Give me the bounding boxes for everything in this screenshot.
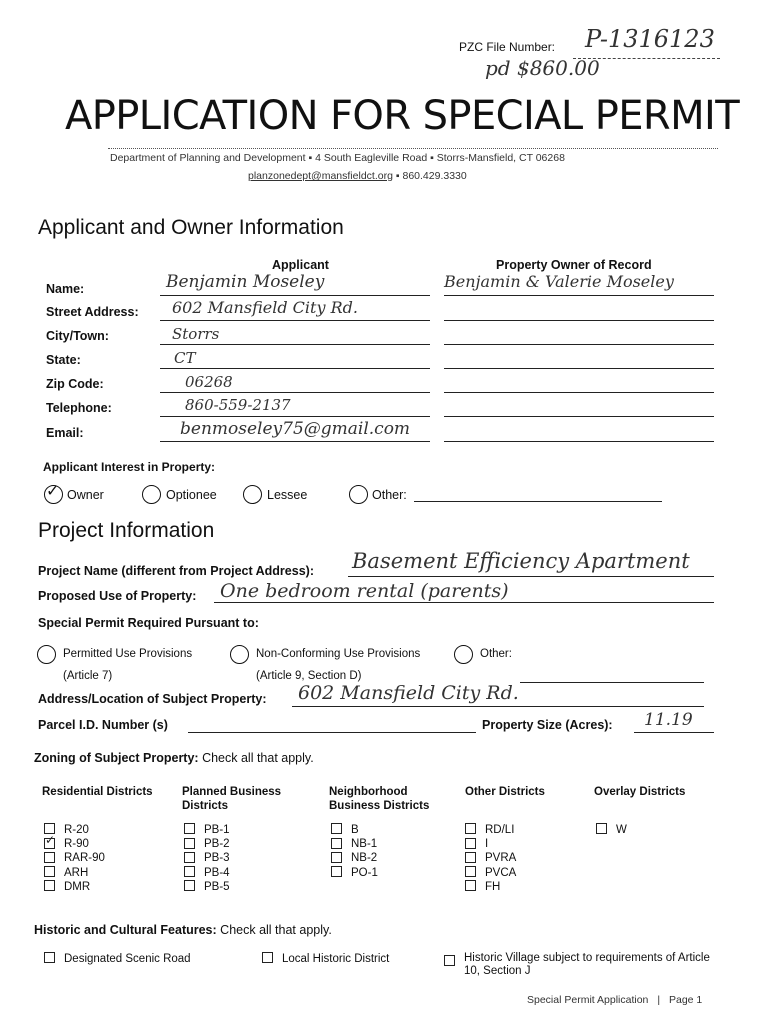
subject-address-line (292, 706, 704, 707)
checkbox-icon (465, 880, 476, 891)
owner-state-line (444, 368, 714, 369)
paid-note: pd $860.00 (485, 56, 600, 80)
district-label: NB-2 (351, 852, 378, 865)
applicant-email-value[interactable]: benmoseley75@gmail.com (180, 419, 411, 439)
owner-telephone-line (444, 416, 714, 417)
contact-email-link[interactable]: planzonedept@mansfieldct.org (248, 170, 393, 182)
district-pb5[interactable] (184, 880, 230, 894)
interest-owner-label: Owner (67, 488, 104, 502)
email-label: Email: (46, 426, 84, 440)
zip-label: Zip Code: (46, 377, 104, 391)
footer-divider: | (657, 994, 661, 1006)
applicant-section-heading: Applicant and Owner Information (38, 216, 344, 239)
pursuant-other-line[interactable] (520, 682, 704, 683)
district-label: RD/LI (485, 824, 515, 836)
historic-label (34, 923, 332, 937)
subject-address-label: Address/Location of Subject Property: (38, 692, 267, 706)
interest-radio-other[interactable] (349, 485, 368, 504)
district-label: PVCA (485, 866, 517, 879)
zoning-label (34, 751, 314, 765)
historic-label-instruction: Check all that apply. (216, 923, 332, 937)
district-b[interactable] (331, 823, 378, 837)
proposed-use-label: Proposed Use of Property: (38, 589, 197, 603)
pursuant-permitted-sub: (Article 7) (63, 670, 113, 682)
district-pvra[interactable] (465, 851, 516, 865)
applicant-name-value[interactable]: Benjamin Moseley (166, 272, 325, 292)
checkbox-icon (44, 880, 55, 891)
district-pvca[interactable] (465, 866, 516, 880)
state-label: State: (46, 353, 81, 367)
other-districts-list (465, 823, 516, 894)
pursuant-radio-nonconforming[interactable] (230, 645, 249, 664)
district-label: ARH (64, 866, 89, 879)
department-contact (248, 170, 467, 182)
footer-page-number: Page 1 (668, 994, 703, 1006)
district-label: PB-3 (204, 852, 230, 865)
footer (527, 994, 702, 1006)
district-nb1[interactable] (331, 837, 378, 851)
project-name-value[interactable]: Basement Efficiency Apartment (352, 549, 690, 573)
checkbox-icon (184, 852, 195, 863)
owner-column-heading: Property Owner of Record (496, 258, 652, 272)
district-arh[interactable] (44, 866, 105, 880)
checkbox-icon (331, 823, 342, 834)
checkbox-icon (331, 866, 342, 877)
parcel-id-label: Parcel I.D. Number (s) (38, 718, 168, 732)
checkbox-icon (465, 823, 476, 834)
checkbox-icon (331, 838, 342, 849)
historic-option-label: Local Historic District (282, 953, 390, 965)
department-address: Department of Planning and Development ▪ 4 South Eagleville Road ▪ Storrs-Mansfield, CT 06268 (110, 152, 565, 164)
neighborhood-business-list (331, 823, 378, 880)
overlay-districts-heading: Overlay Districts (594, 786, 686, 798)
property-size-label: Property Size (Acres): (482, 718, 613, 732)
pursuant-permitted-label: Permitted Use Provisions (63, 648, 193, 660)
checkbox-icon (44, 852, 55, 863)
subject-address-value[interactable]: 602 Mansfield City Rd. (298, 682, 519, 704)
checkbox-icon (444, 955, 455, 966)
interest-label: Applicant Interest in Property: (43, 460, 216, 474)
interest-other-label: Other: (372, 488, 407, 502)
district-label: NB-1 (351, 838, 378, 851)
street-address-label: Street Address: (46, 305, 139, 319)
district-label: R-20 (64, 824, 89, 836)
district-rar90[interactable] (44, 851, 105, 865)
parcel-id-line (188, 732, 476, 733)
pursuant-nonconforming-sub: (Article 9, Section D) (256, 670, 362, 682)
checkbox-icon (331, 852, 342, 863)
district-pb4[interactable] (184, 866, 230, 880)
applicant-name-line (160, 295, 430, 296)
owner-name-value[interactable]: Benjamin & Valerie Moseley (444, 272, 674, 291)
pursuant-radio-other[interactable] (454, 645, 473, 664)
neighborhood-business-heading: Neighborhood Business Districts (329, 786, 430, 812)
planned-business-list (184, 823, 230, 894)
district-label: PB-2 (204, 838, 230, 851)
district-rdli[interactable] (465, 823, 516, 837)
applicant-state-line (160, 368, 430, 369)
zoning-label-bold: Zoning of Subject Property: (34, 751, 199, 765)
checkbox-icon (44, 952, 55, 963)
applicant-zip-value[interactable]: 06268 (185, 373, 233, 391)
city-label: City/Town: (46, 329, 109, 343)
district-nb2[interactable] (331, 851, 378, 865)
district-label: R-90 (64, 838, 89, 851)
applicant-city-value[interactable]: Storrs (172, 325, 220, 343)
title-rule (108, 148, 718, 149)
project-name-label: Project Name (different from Project Address): (38, 564, 314, 578)
property-size-value[interactable]: 11.19 (644, 710, 693, 730)
checked-checkbox-icon (44, 838, 55, 849)
contact-phone: ▪ 860.429.3330 (395, 170, 467, 182)
pzc-file-number: P-1316123 (585, 25, 715, 53)
interest-radio-owner[interactable] (44, 485, 63, 504)
district-pb1[interactable] (184, 823, 230, 837)
pursuant-other-label: Other: (480, 648, 512, 660)
district-dmr[interactable] (44, 880, 105, 894)
project-name-line (348, 576, 714, 577)
zoning-label-instruction: Check all that apply. (198, 751, 314, 765)
interest-radio-optionee[interactable] (142, 485, 161, 504)
property-size-line (634, 732, 714, 733)
checkmark-icon: ✓ (46, 483, 60, 500)
historic-local-district[interactable] (262, 952, 389, 966)
district-label: PB-1 (204, 824, 230, 836)
telephone-label: Telephone: (46, 401, 112, 415)
checkbox-icon (262, 952, 273, 963)
pursuant-nonconforming-label: Non-Conforming Use Provisions (256, 648, 421, 660)
district-i[interactable] (465, 837, 516, 851)
district-label: PO-1 (351, 866, 378, 879)
district-w[interactable] (596, 823, 627, 837)
district-label: PB-5 (204, 880, 230, 893)
overlay-districts-list (596, 823, 627, 837)
owner-city-line (444, 344, 714, 345)
planned-business-heading: Planned Business Districts (182, 786, 282, 812)
district-label: FH (485, 880, 501, 893)
applicant-email-line (160, 441, 430, 442)
applicant-zip-line (160, 392, 430, 393)
checkbox-icon (184, 880, 195, 891)
interest-lessee-label: Lessee (267, 488, 308, 502)
checkbox-icon (465, 852, 476, 863)
checkbox-icon (44, 866, 55, 877)
applicant-street-line (160, 320, 430, 321)
checkbox-icon (184, 866, 195, 877)
checkbox-icon (465, 866, 476, 877)
historic-scenic-road[interactable] (44, 952, 191, 966)
historic-label-bold: Historic and Cultural Features: (34, 923, 217, 937)
interest-other-line[interactable] (414, 501, 662, 502)
applicant-state-value[interactable]: CT (174, 349, 196, 367)
applicant-telephone-value[interactable]: 860-559-2137 (185, 396, 291, 414)
owner-zip-line (444, 392, 714, 393)
district-po1[interactable] (331, 866, 378, 880)
district-pb3[interactable] (184, 851, 230, 865)
historic-village[interactable] (444, 952, 714, 978)
district-label: PB-4 (204, 866, 230, 879)
checkbox-icon (465, 838, 476, 849)
district-label: W (616, 824, 627, 836)
district-label: I (485, 838, 489, 851)
proposed-use-line (214, 602, 714, 603)
other-districts-heading: Other Districts (465, 786, 545, 798)
applicant-street-value[interactable]: 602 Mansfield City Rd. (172, 298, 358, 317)
district-pb2[interactable] (184, 837, 230, 851)
project-section-heading: Project Information (38, 519, 215, 542)
historic-option-label: Designated Scenic Road (64, 953, 191, 965)
district-label: B (351, 824, 359, 836)
historic-option-label: Historic Village subject to requirements of Article 10, Section J (464, 952, 710, 977)
owner-email-line (444, 441, 714, 442)
footer-title: Special Permit Application (527, 994, 649, 1006)
district-fh[interactable] (465, 880, 516, 894)
applicant-city-line (160, 344, 430, 345)
district-label: DMR (64, 880, 91, 893)
district-r90[interactable] (44, 837, 105, 851)
residential-districts-list (44, 823, 105, 894)
pursuant-radio-permitted[interactable] (37, 645, 56, 664)
district-label: RAR-90 (64, 852, 105, 865)
owner-street-line (444, 320, 714, 321)
applicant-column-heading: Applicant (272, 258, 329, 272)
proposed-use-value[interactable]: One bedroom rental (parents) (220, 580, 509, 602)
pzc-file-label: PZC File Number: (459, 40, 556, 54)
checkbox-icon (184, 838, 195, 849)
page-title: APPLICATION FOR SPECIAL PERMIT (65, 93, 740, 139)
pursuant-label: Special Permit Required Pursuant to: (38, 616, 259, 630)
checkbox-icon (184, 823, 195, 834)
interest-radio-lessee[interactable] (243, 485, 262, 504)
owner-name-line (444, 295, 714, 296)
applicant-telephone-line (160, 416, 430, 417)
checkbox-icon (596, 823, 607, 834)
name-label: Name: (46, 282, 85, 296)
interest-optionee-label: Optionee (166, 488, 217, 502)
district-label: PVRA (485, 852, 517, 865)
residential-districts-heading: Residential Districts (42, 786, 153, 798)
